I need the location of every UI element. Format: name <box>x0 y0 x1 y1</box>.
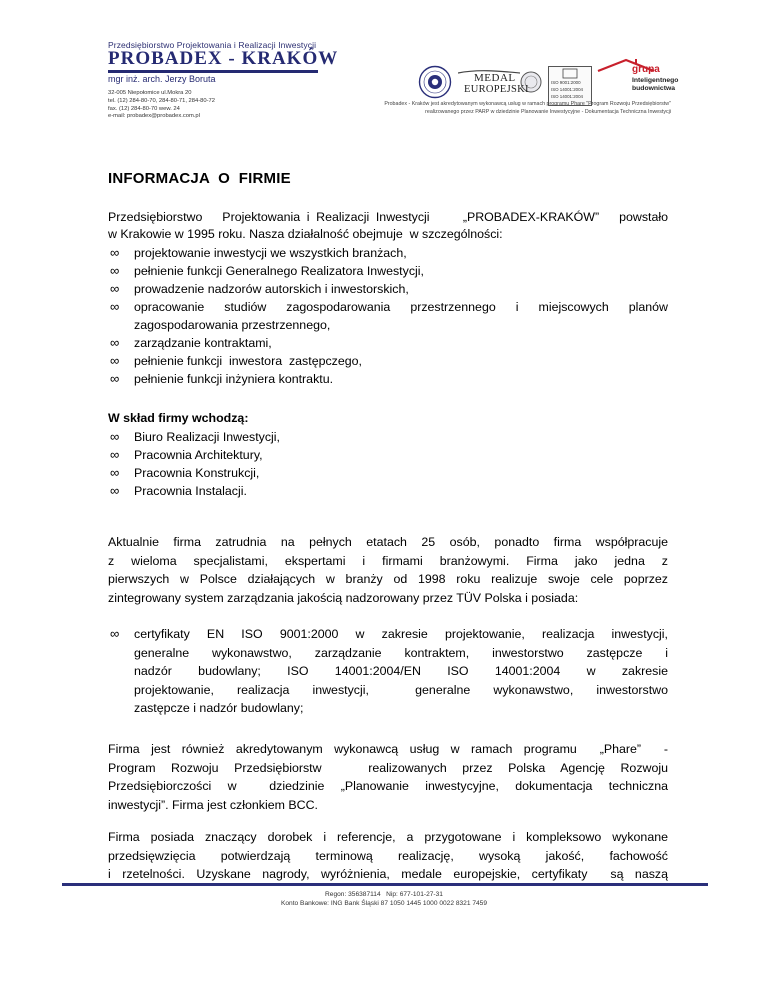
accreditation-note-line-2: realizowanego przez PARP w dziedzinie Planowanie Inwestycyjne - Dokumentacja Techniczna Inwestycji <box>425 109 671 115</box>
infinity-bullet-icon: ∞ <box>110 335 120 350</box>
grupa-label: grupa <box>632 64 660 75</box>
iso-line-1: ISO 9001:2000 <box>551 80 581 85</box>
list-item <box>108 464 668 482</box>
footer-bank-account: Konto Bankowe: ING Bank Śląski 87 1050 1445 1000 0022 8321 7459 <box>280 900 488 907</box>
contact-fax: fax. (12) 284-80-70 wew. 24 <box>108 105 180 112</box>
references-paragraph <box>108 828 668 884</box>
paragraph-line: z wieloma specjalistami, ekspertami i firmami branżowymi. Firma jako jedna z <box>108 553 668 568</box>
activity-text: pełnienie funkcji inwestora zastępczego, <box>134 354 362 368</box>
infinity-bullet-icon: ∞ <box>110 371 120 386</box>
paragraph-line: pierwszych w Polsce działających w branży od 1998 roku realizuje swoje cele poprzez <box>108 572 668 587</box>
infinity-bullet-icon: ∞ <box>110 263 120 278</box>
medal-label-2: EUROPEJSKI <box>464 84 529 95</box>
department-text: Biuro Realizacji Inwestycji, <box>134 430 280 444</box>
departments-list <box>108 428 668 500</box>
infinity-bullet-icon: ∞ <box>110 353 120 368</box>
departments-heading: W skład firmy wchodzą: <box>108 411 249 425</box>
certificate-line: projektowanie, realizacja inwestycji, generalne wykonawstwo, inwestorstwo <box>134 682 668 697</box>
footer <box>0 890 768 908</box>
certificates-item <box>108 625 668 718</box>
iso-line-2: ISO 14001:2004 <box>551 87 583 92</box>
activity-text: opracowanie studiów zagospodarowania przestrzennego i miejscowych planów <box>134 300 668 314</box>
infinity-bullet-icon: ∞ <box>110 245 120 260</box>
footer-rule <box>62 883 708 886</box>
medal-label-1: MEDAL <box>474 72 516 84</box>
activity-text: prowadzenie nadzorów autorskich i inwestorskich, <box>134 282 409 296</box>
activities-list <box>108 244 668 388</box>
paragraph-line: Aktualnie firma zatrudnia na pełnych etatach 25 osób, ponadto firma współpracuje <box>108 535 668 549</box>
iso-line-3: ISO 14001:2004 <box>551 94 583 99</box>
certificate-line: zastępcze i nadzór budowlany; <box>134 701 304 715</box>
list-item <box>108 352 668 370</box>
certificate-line: generalne wykonawstwo, zarządzanie kontraktem, inwestorstwo zastępcze i <box>134 645 668 660</box>
intro-line: w Krakowie w 1995 roku. Nasza działalność obejmuje w szczególności: <box>108 226 503 241</box>
paragraph-line: i rzetelności. Uzyskane nagrody, wyróżnienia, medale europejskie, certyfikaty są naszą <box>108 867 668 882</box>
certificate-line: certyfikaty EN ISO 9001:2000 w zakresie projektowanie, realizacja inwestycji, <box>134 627 668 641</box>
paragraph-line: zintegrowany system zarządzania jakością nadzorowany przez TÜV Polska i posiada: <box>108 591 579 606</box>
list-item <box>108 298 668 334</box>
company-tagline: Przedsiębiorstwo Projektowania i Realizacji Inwestycji <box>108 40 317 50</box>
paragraph-line: Przedsiębiorczości w dziedzinie „Planowanie inwestycyjne, dokumentacja techniczna <box>108 779 668 794</box>
infinity-bullet-icon: ∞ <box>110 299 120 314</box>
activity-text: zarządzanie kontraktami, <box>134 336 272 350</box>
paragraph-line: Firma posiada znaczący dorobek i referencje, a przygotowane i kompleksowo wykonane <box>108 830 668 844</box>
infinity-bullet-icon: ∞ <box>110 483 120 498</box>
page-title: INFORMACJA O FIRMIE <box>108 170 291 187</box>
grupa-label-3: budownictwa <box>632 85 676 92</box>
activity-text: pełnienie funkcji inżyniera kontraktu. <box>134 372 334 386</box>
tuv-icon <box>549 68 591 80</box>
staff-paragraph <box>108 533 668 608</box>
list-item <box>108 370 668 388</box>
department-text: Pracownia Konstrukcji, <box>134 466 260 480</box>
paragraph-line: Firma jest również akredytowanym wykonawcą usług w ramach programu „Phare” - <box>108 742 668 756</box>
intro-paragraph <box>108 209 668 242</box>
seal-logo <box>418 65 452 99</box>
infinity-bullet-icon: ∞ <box>110 429 120 444</box>
medal-europejski-logo <box>458 67 543 101</box>
activity-text: pełnienie funkcji Generalnego Realizatora Inwestycji, <box>134 264 424 278</box>
infinity-bullet-icon: ∞ <box>110 465 120 480</box>
list-item <box>108 280 668 298</box>
paragraph-line: inwestycji”. Firma jest członkiem BCC. <box>108 798 318 813</box>
certificate-line: nadzór budowlany; ISO 14001:2004/EN ISO 14001:2004 w zakresie <box>134 664 668 678</box>
list-item <box>108 262 668 280</box>
list-item <box>108 428 668 446</box>
accreditation-note <box>341 100 671 116</box>
architect-name: mgr inż. arch. Jerzy Boruta <box>108 74 216 84</box>
list-item <box>108 334 668 352</box>
paragraph-line: Program Rozwoju Przedsiębiorstw realizowanych przez Polska Agencję Rozwoju <box>108 760 668 775</box>
contact-address: 32-005 Niepołomice ul.Mokra 20 <box>108 90 192 96</box>
contact-email: e-mail: probadex@probadex.com.pl <box>108 113 200 120</box>
accreditation-paragraph <box>108 740 668 815</box>
paragraph-line: przedsięwzięcia potwierdzają terminową realizację, wysoką jakość, fachowość <box>108 848 668 863</box>
intro-line: Przedsiębiorstwo Projektowania i Realizacji Inwestycji „PROBADEX-KRAKÓW” powstało <box>108 210 668 224</box>
list-item <box>108 244 668 262</box>
department-text: Pracownia Architektury, <box>134 448 263 462</box>
letterhead-rule <box>108 70 318 73</box>
list-item <box>108 482 668 500</box>
activity-text-continued: zagospodarowania przestrzennego, <box>134 318 331 332</box>
letterhead <box>108 40 679 130</box>
grupa-logo <box>596 57 679 101</box>
infinity-bullet-icon: ∞ <box>110 626 120 641</box>
infinity-bullet-icon: ∞ <box>110 447 120 462</box>
department-text: Pracownia Instalacji. <box>134 484 247 498</box>
footer-regon: Regon: 356387114 Nip: 677-101-27-31 <box>325 891 443 898</box>
accreditation-note-line-1: Probadex - Kraków jest akredytowanym wykonawcą usług w ramach programu Phare "Program Rozwoju Przedsiębiorstw" <box>384 101 671 107</box>
list-item <box>108 446 668 464</box>
activity-text: projektowanie inwestycji we wszystkich branżach, <box>134 246 407 260</box>
infinity-bullet-icon: ∞ <box>110 281 120 296</box>
contact-block <box>108 90 215 121</box>
company-name: PROBADEX - KRAKÓW <box>108 48 339 69</box>
contact-phone: tel. (12) 284-80-70, 284-80-71, 284-80-72 <box>108 97 215 104</box>
grupa-label-2: Inteligentnego <box>632 77 679 84</box>
